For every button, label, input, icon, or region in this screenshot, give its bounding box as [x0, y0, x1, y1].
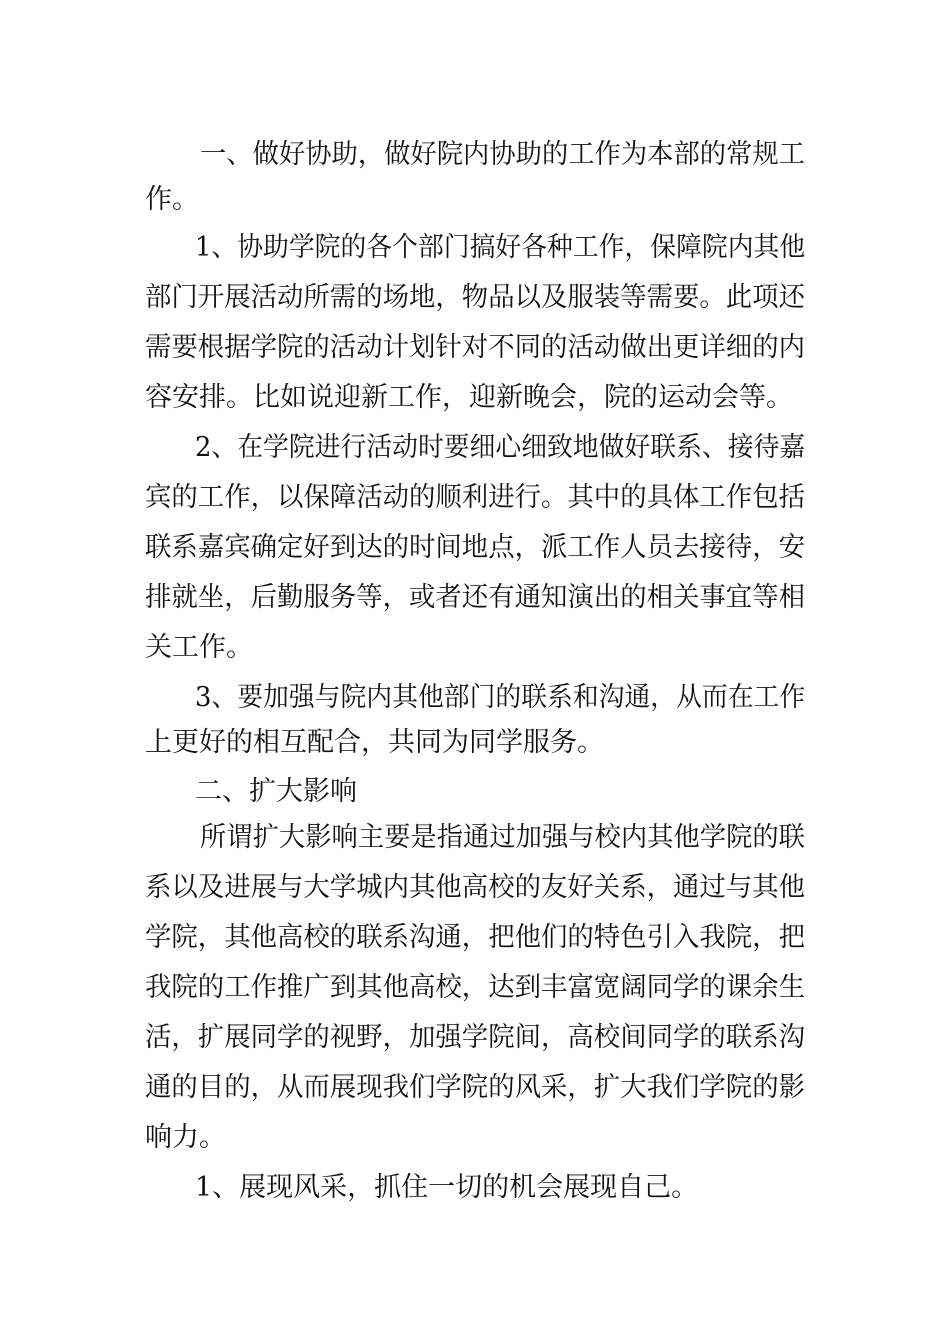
- text-line: 1、协助学院的各个部门搞好各种工作，保障院内其他: [195, 232, 806, 263]
- text-line: 所谓扩大影响主要是指通过加强与校内其他学院的联: [200, 822, 805, 853]
- text-line: 通的目的，从而展现我们学院的风采，扩大我们学院的影: [145, 1072, 806, 1103]
- text-line: 2、在学院进行活动时要细心细致地做好联系、接待嘉: [195, 432, 806, 463]
- text-line: 3、要加强与院内其他部门的联系和沟通，从而在工作: [195, 682, 806, 713]
- text-line: 宾的工作，以保障活动的顺利进行。其中的具体工作包括: [145, 482, 806, 513]
- text-line: 上更好的相互配合，共同为同学服务。: [145, 727, 604, 758]
- text-line: 关工作。: [145, 632, 253, 663]
- text-line: 活，扩展同学的视野，加强学院间，高校间同学的联系沟: [145, 1022, 806, 1053]
- text-line: 一、做好协助，做好院内协助的工作为本部的常规工: [200, 139, 805, 170]
- section-heading: 二、扩大影响: [195, 776, 357, 807]
- text-line: 系以及进展与大学城内其他高校的友好关系，通过与其他: [145, 872, 806, 903]
- text-line: 容安排。比如说迎新工作，迎新晚会，院的运动会等。: [145, 382, 793, 413]
- text-line: 响力。: [145, 1122, 226, 1153]
- text-line: 学院，其他高校的联系沟通，把他们的特色引入我院，把: [145, 922, 806, 953]
- text-line: 部门开展活动所需的场地，物品以及服装等需要。此项还: [145, 282, 806, 313]
- text-line: 联系嘉宾确定好到达的时间地点，派工作人员去接待，安: [145, 532, 806, 563]
- text-line: 排就坐，后勤服务等，或者还有通知演出的相关事宜等相: [145, 582, 806, 613]
- text-line: 1、展现风采，抓住一切的机会展现自己。: [195, 1172, 699, 1203]
- text-line: 我院的工作推广到其他高校，达到丰富宽阔同学的课余生: [145, 972, 806, 1003]
- text-line: 作。: [145, 184, 199, 215]
- text-line: 需要根据学院的活动计划针对不同的活动做出更详细的内: [145, 332, 806, 363]
